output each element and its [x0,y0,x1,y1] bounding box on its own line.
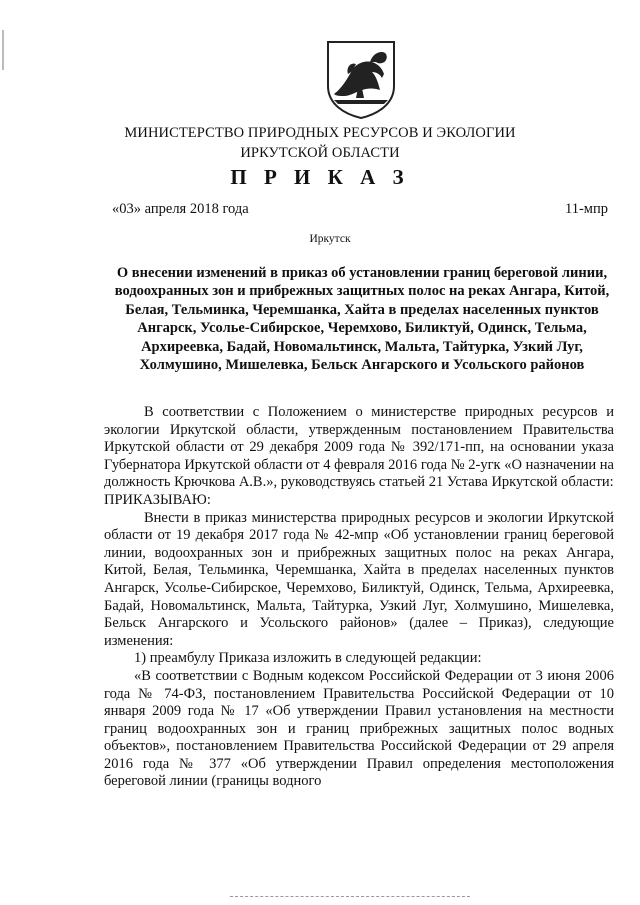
ministry-name [0,123,640,163]
paragraph-item-1: 1) преамбулу Приказа изложить в следующей редакции: [134,650,482,667]
document-body [104,404,614,791]
document-number: 11-мпр [565,201,608,217]
document-date: «03» апреля 2018 года [112,201,249,217]
document-title: О внесении изменений в приказ об установлении границ береговой линии, водоохранных зон и прибрежных защитных полос на реках Ангара, Китой, Белая, Тельминка, Черемшанка, Хайта в пределах населенных пунктов Ангарск, Усолье-Сибирское, Черемхово, Биликтуй, Одинск, Тельма, Архиреевка, Бадай, Новомальтинск, Мальта, Тайтурка, Узкий Луг, Холмушино, Мишелевка, Бельск Ангарского и Усольского районов [114,265,610,374]
coat-of-arms-emblem [320,38,402,120]
paragraph-preamble: В соответствии с Положением о министерстве природных ресурсов и экологии Иркутской области, утвержденным постановлением Правительства Иркутской области от 29 декабря 2009 года № 392/171-пп, на основании указа Губернатора Иркутской области от 4 февраля 2016 года № 2-угк «О назначении на должность Крючкова А.В.», руководствуясь статьей 21 Устава Иркутской области: [104,404,614,491]
ministry-line-1: МИНИСТЕРСТВО ПРИРОДНЫХ РЕСУРСОВ И ЭКОЛОГИИ [124,125,516,141]
ministry-line-2: ИРКУТСКОЙ ОБЛАСТИ [240,145,400,161]
paragraph-order: ПРИКАЗЫВАЮ: [104,491,211,508]
scan-margin-mark [2,30,4,70]
paragraph-amendment: Внести в приказ министерства природных ресурсов и экологии Иркутской области от 19 декабря 2017 года № 42-мпр «Об установлении границ береговой линии, водоохранных зон и прибрежных защитных полос на реках Ангара, Китой, Белая, Тельминка, Черемшанка, Хайта в пределах населенных пунктов Ангарск, Усолье-Сибирское, Черемхово, Биликтуй, Одинск, Тельма, Архиреевка, Бадай, Новомальтинск, Мальта, Тайтурка, Узкий Луг, Холмушино, Мишелевка, Бельск Ангарского и Усольского районов» (далее – Приказ), следующие изменения: [104,509,614,649]
paragraph-new-preamble: «В соответствии с Водным кодексом Российской Федерации от 3 июня 2006 года № 74-ФЗ, постановлением Правительства Российской Федерации от 10 января 2009 года № 17 «Об утверждении Правил установления на местности границ водоохранных зон и границ прибрежных защитных полос водных объектов», постановлением Правительства Российской Федерации от 29 апреля 2016 года № 377 «Об утверждении Правил определения местоположения береговой линии (границы водного [104,667,614,790]
scan-bottom-artifact [230,896,470,898]
document-type: П Р И К А З [230,165,410,189]
document-city: Иркутск [309,233,351,245]
